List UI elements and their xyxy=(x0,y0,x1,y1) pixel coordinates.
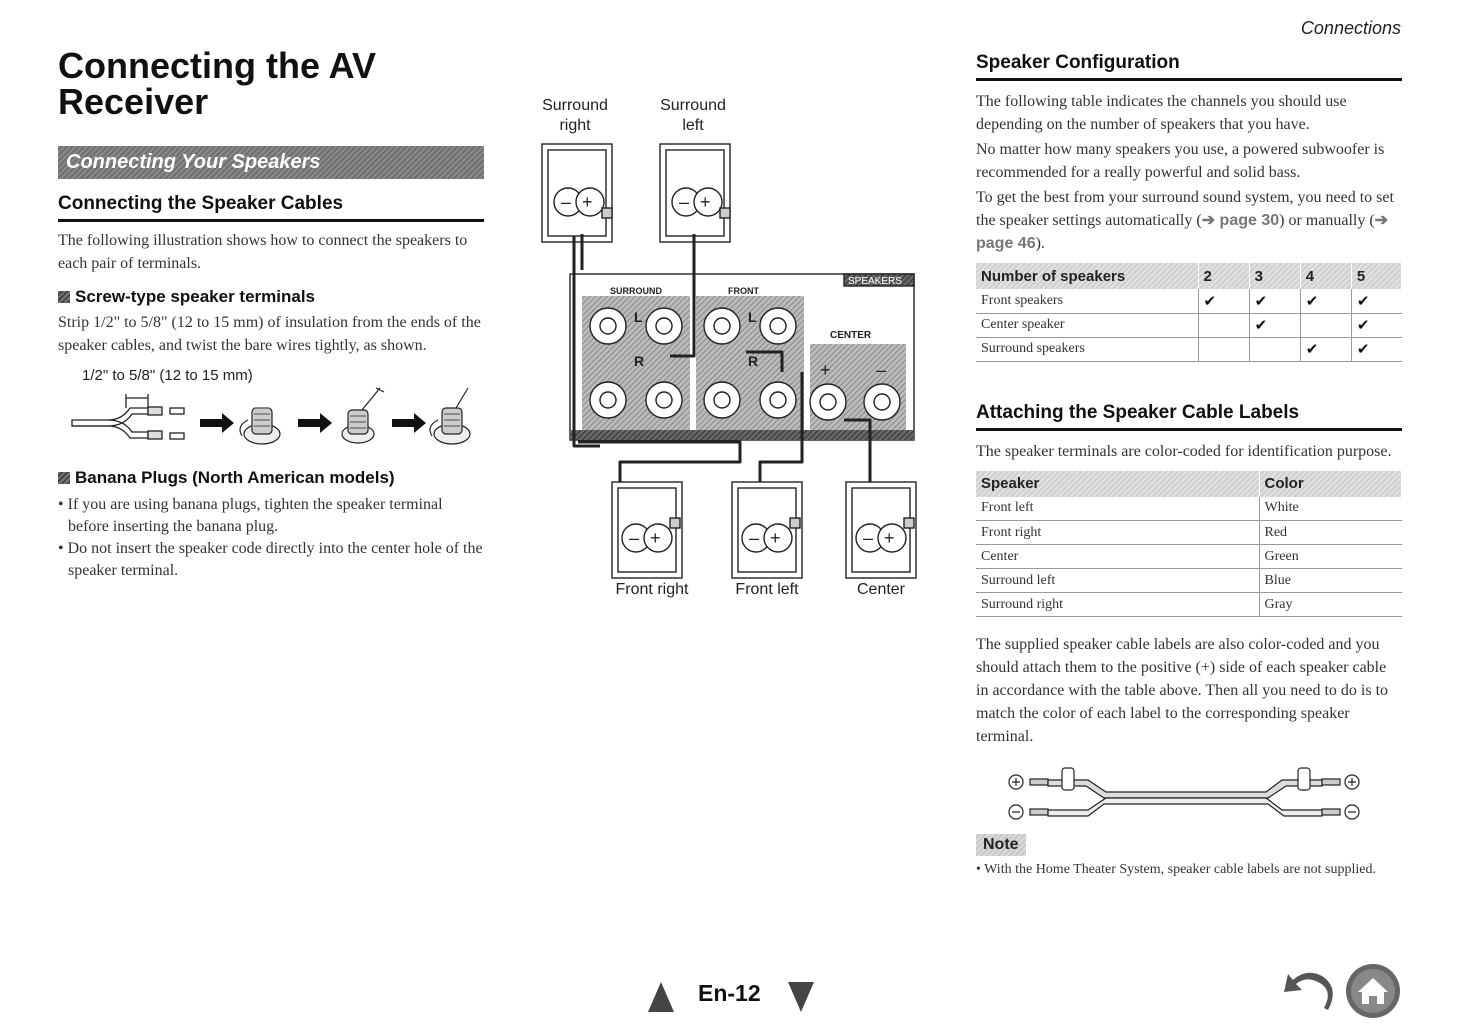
strip-length-label: 1/2" to 5/8" (12 to 15 mm) xyxy=(82,367,253,384)
arrow-right-icon xyxy=(200,413,234,433)
page-number: En-12 xyxy=(698,980,761,1006)
svg-text:+: + xyxy=(650,528,661,548)
arrow-right-icon xyxy=(298,413,332,433)
page-footer xyxy=(640,978,820,1014)
svg-text:–: – xyxy=(679,192,690,212)
svg-text:+: + xyxy=(770,528,781,548)
nav-icons xyxy=(1280,962,1402,1020)
page-46-link[interactable]: ➔ page 46 xyxy=(976,212,1389,252)
svg-text:R: R xyxy=(748,353,759,369)
label-surround-right: Surround right xyxy=(542,97,608,134)
labels-p1: The speaker terminals are color-coded for identification purpose. xyxy=(976,442,1392,460)
cable-label-illustration xyxy=(976,762,1402,832)
table-row: Front right Red xyxy=(976,521,1402,545)
table-row: Center speaker ✔ ✔ xyxy=(976,313,1402,337)
label-front-left: Front left xyxy=(735,581,799,598)
table-row: Surround speakers ✔ ✔ xyxy=(976,337,1402,361)
table-row: Front left White xyxy=(976,497,1402,521)
label-front-right: Front right xyxy=(615,581,689,598)
svg-text:–: – xyxy=(629,528,640,548)
svg-text:–: – xyxy=(863,528,874,548)
left-column xyxy=(58,45,484,582)
config-p3: To get the best from your surround sound system, you need to set the speaker settings automatically (➔ page 30) or manually (➔ page 46). xyxy=(976,189,1394,252)
speaker-config-table xyxy=(976,263,1402,362)
labels-p2: The supplied speaker cable labels are also color-coded and you should attach them to the positive (+) side of each speaker cable in accordance with the table above. Then all you need to do is to match the color of each label to the corresponding speaker terminal. xyxy=(976,636,1389,745)
cable-ends-icon xyxy=(72,394,184,439)
bullet-square-icon xyxy=(58,472,70,484)
svg-text:L: L xyxy=(634,309,643,325)
section-banner xyxy=(58,146,484,179)
config-p2: No matter how many speakers you use, a powered subwoofer is recommended for a really powerful and solid bass. xyxy=(976,141,1385,181)
terminal-tighten-icon xyxy=(430,388,470,444)
center-speaker-icon xyxy=(846,482,916,578)
page-30-link[interactable]: ➔ page 30 xyxy=(1201,212,1280,229)
table-header-row: Number of speakers 2 3 4 5 xyxy=(976,263,1402,289)
next-page-arrow-icon[interactable] xyxy=(786,980,816,1014)
home-icon[interactable] xyxy=(1344,962,1402,1020)
wire-stripping-illustration xyxy=(58,386,484,456)
section-header: Connections xyxy=(1300,18,1401,38)
note-label: Note xyxy=(976,834,1026,856)
table-row: Front speakers ✔ ✔ ✔ ✔ xyxy=(976,289,1402,313)
surround-right-speaker-icon xyxy=(542,144,612,242)
color-code-table xyxy=(976,471,1402,618)
terminal-wire-insert-icon xyxy=(342,388,384,443)
screw-heading-text: Screw-type speaker terminals xyxy=(75,287,316,306)
banana-heading xyxy=(58,468,484,488)
right-column xyxy=(976,52,1402,880)
label-surround-left: Surround left xyxy=(660,97,726,134)
bullet-square-icon xyxy=(58,291,70,303)
svg-text:+: + xyxy=(884,528,895,548)
wiring-svg xyxy=(530,90,930,610)
front-right-speaker-icon xyxy=(612,482,682,578)
table-row: Surround right Gray xyxy=(976,593,1402,617)
banana-heading-text: Banana Plugs (North American models) xyxy=(75,468,395,487)
surround-left-speaker-icon xyxy=(660,144,730,242)
svg-text:–: – xyxy=(561,192,572,212)
table-row: Center Green xyxy=(976,545,1402,569)
screw-text: Strip 1/2" to 5/8" (12 to 15 mm) of insulation from the ends of the speaker cables, and twist the bare wires tightly, as shown. xyxy=(58,314,481,354)
arrow-right-icon xyxy=(392,413,426,433)
svg-text:L: L xyxy=(748,309,757,325)
page-title: Connecting the AV Receiver xyxy=(58,45,376,122)
banana-bullets xyxy=(58,494,484,582)
svg-text:–: – xyxy=(876,360,887,380)
svg-text:FRONT: FRONT xyxy=(728,286,759,296)
svg-text:SPEAKERS: SPEAKERS xyxy=(848,276,902,287)
svg-text:CENTER: CENTER xyxy=(830,330,872,341)
svg-text:R: R xyxy=(634,353,645,369)
svg-text:–: – xyxy=(749,528,760,548)
svg-text:+: + xyxy=(820,360,831,380)
terminal-knob-icon xyxy=(240,408,280,444)
speaker-wiring-diagram xyxy=(530,90,930,610)
config-heading: Speaker Configuration xyxy=(976,52,1402,81)
svg-text:+: + xyxy=(700,192,711,212)
screw-heading xyxy=(58,287,484,307)
cables-heading: Connecting the Speaker Cables xyxy=(58,193,484,222)
list-item: • Do not insert the speaker code directly into the center hole of the speaker terminal. xyxy=(58,538,484,582)
banner-text: Connecting Your Speakers xyxy=(66,151,321,173)
prev-page-arrow-icon[interactable] xyxy=(646,980,676,1014)
svg-text:SURROUND: SURROUND xyxy=(610,286,663,296)
note-text: • With the Home Theater System, speaker cable labels are not supplied. xyxy=(976,862,1376,877)
table-row: Surround left Blue xyxy=(976,569,1402,593)
svg-text:+: + xyxy=(582,192,593,212)
table-header-row: Speaker Color xyxy=(976,471,1402,497)
label-center: Center xyxy=(856,581,906,598)
front-left-speaker-icon xyxy=(732,482,802,578)
back-arrow-icon[interactable] xyxy=(1280,968,1336,1018)
labels-heading: Attaching the Speaker Cable Labels xyxy=(976,402,1402,431)
cables-intro: The following illustration shows how to connect the speakers to each pair of terminals. xyxy=(58,232,468,272)
config-p1: The following table indicates the channels you should use depending on the number of speakers that you have. xyxy=(976,93,1347,133)
list-item: • If you are using banana plugs, tighten the speaker terminal before inserting the banana plug. xyxy=(58,494,484,538)
receiver-panel xyxy=(570,274,914,440)
